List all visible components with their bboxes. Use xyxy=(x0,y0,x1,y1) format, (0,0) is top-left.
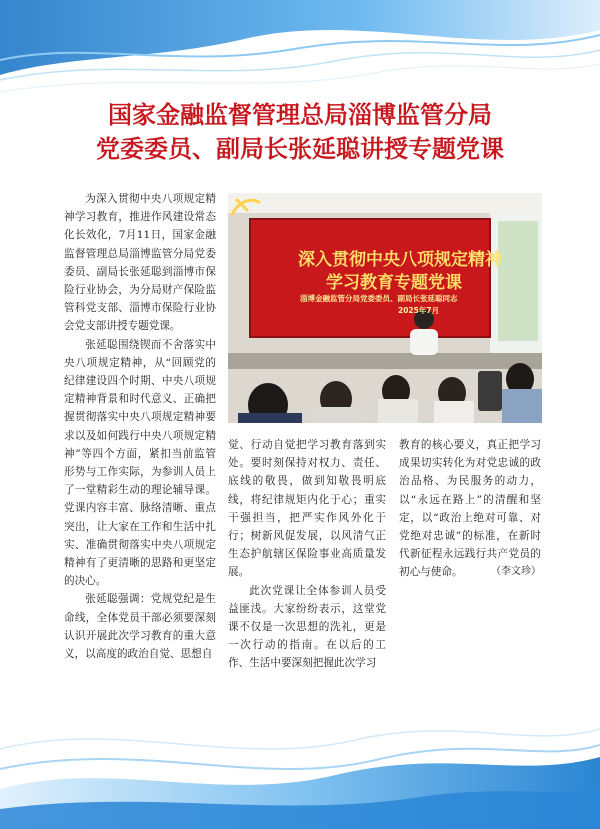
article-left-column xyxy=(64,190,216,663)
banner-title-line1: 深入贯彻中央八项规定精神 xyxy=(298,250,502,270)
banner-subtitle: 淄博金融监管分局党委委员、副局长张延聪同志 xyxy=(300,294,458,303)
top-wave-decoration xyxy=(0,0,600,110)
author-credit: （李文珍） xyxy=(491,566,541,577)
paragraph-feedback-continued: 教育的核心要义，真正把学习成果切实转化为对党忠诚的政治品格、为民服务的动力，以“永远在路上”的清醒和坚定，以“政治上绝对可靠、对党绝对忠诚”的标准，在新时代新征程永远践行共产党员的初心与使命。 xyxy=(399,439,541,579)
bottom-wave-decoration xyxy=(0,679,600,829)
paragraph-intro: 为深入贯彻中央八项规定精神学习教育，推进作风建设常态化长效化，7月11日，国家金融监督管理总局淄博监管分局党委委员、副局长张延聪到淄博市保险行业协会，为分局财产保险监管科党支部、淄博市保险行业协会党支部讲授专题党课。 xyxy=(64,193,216,333)
article-right-column xyxy=(399,436,541,582)
page-title-line1: 国家金融监督管理总局淄博监管分局 xyxy=(108,101,492,129)
paragraph-feedback-start: 此次党课让全体参训人员受益匪浅。大家纷纷表示，这堂党课不仅是一次思想的洗礼，更是一次行动的指南。在以后的工作、生活中要深刻把握此次学习 xyxy=(228,584,386,670)
banner-date: 2025年7月 xyxy=(398,306,440,315)
lecture-photo xyxy=(228,193,542,423)
party-emblem-icon xyxy=(228,193,264,219)
banner-title-line2: 学习教育专题党课 xyxy=(326,273,462,293)
paragraph-content: 张延聪围绕锲而不舍落实中央八项规定精神，从“回顾党的纪律建设四个时期、中央八项规定精神背景和时代意义、正确把握贯彻落实中央八项规定精神要求以及如何践行中央八项规定精神”等四个方面，紧扣当前监管形势与工作实际，为参训人员上了一堂精彩生动的理论辅导课。党课内容丰富、脉络清晰、重点突出，让大家在工作和生活中扎实、准确贯彻落实中央八项规定精神有了更清晰的思路和更坚定的决心。 xyxy=(64,338,216,588)
paragraph-emphasis-start: 张延聪强调：党规党纪是生命线，全体党员干部必须要深刻认识开展此次学习教育的重大意义，以高度的政治自觉、思想自 xyxy=(64,593,216,661)
lecture-photo-illustration xyxy=(228,193,542,423)
paragraph-emphasis-continued: 觉、行动自觉把学习教育落到实处。要时刻保持对权力、责任、底线的敬畏，做到知敬畏明底线，将纪律规矩内化于心；重实干强担当，把严实作风外化于行；树新风促发展，以风清气正生态护航辖区保险事业高质量发展。 xyxy=(228,439,386,579)
page-title-line2: 党委委员、副局长张延聪讲授专题党课 xyxy=(96,135,504,163)
article-middle-column xyxy=(228,436,386,673)
